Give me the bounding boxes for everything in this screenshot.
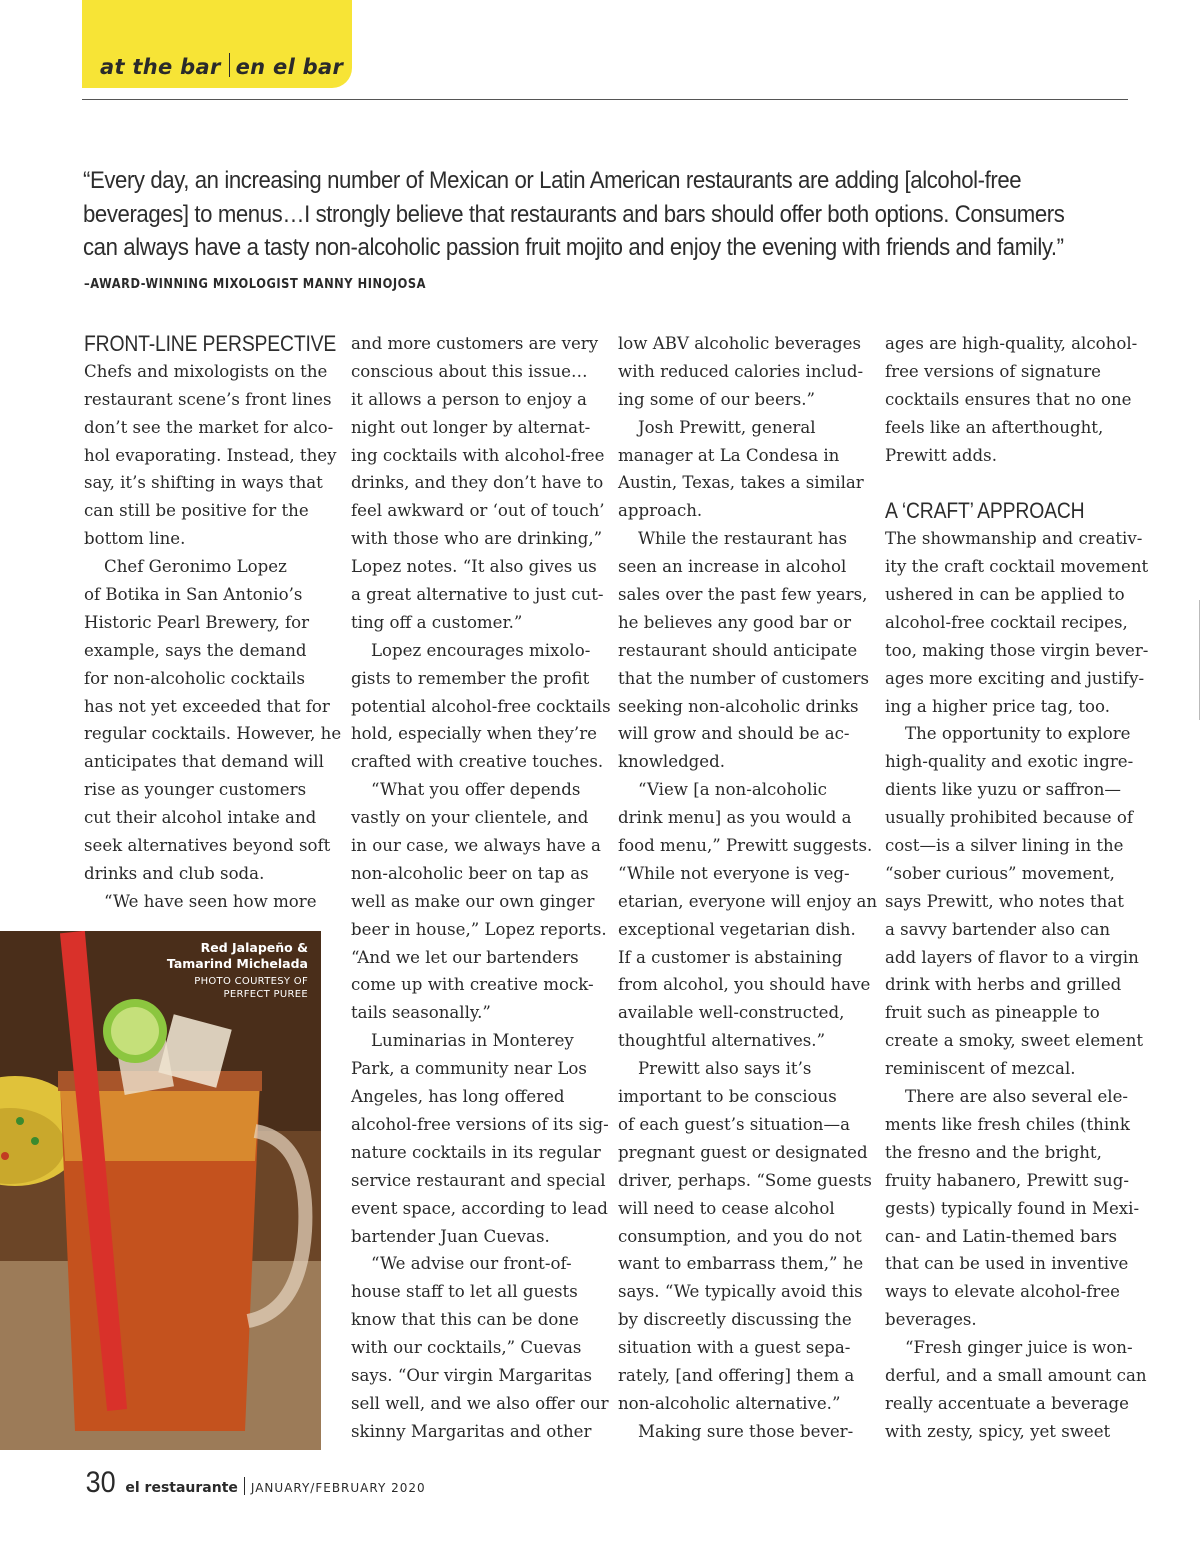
footer-divider — [244, 1477, 245, 1495]
page-footer — [84, 1466, 426, 1500]
text-line: ways to elevate alcohol-free — [885, 1282, 1120, 1302]
text-line: fruity habanero, Prewitt sug- — [885, 1170, 1129, 1190]
text-line: “sober curious” movement, — [885, 863, 1115, 883]
text-line: create a smoky, sweet element — [885, 1031, 1144, 1051]
column-body — [885, 330, 1138, 469]
text-line: come up with creative mock- — [351, 975, 594, 995]
text-line: manager at La Condesa in — [618, 445, 840, 465]
text-line: “We have seen how more — [104, 891, 317, 911]
text-line: available well-constructed, — [618, 1003, 845, 1023]
text-line: ing cocktails with alcohol-free — [351, 445, 605, 465]
section-name: at the bar — [100, 55, 221, 79]
pull-quote-line: beverages] to menus…I strongly believe that restaurants and bars should offer both options. Consumers — [83, 200, 1065, 228]
text-line: cost—is a silver lining in the — [885, 836, 1124, 856]
text-line: hol evaporating. Instead, they — [84, 445, 337, 465]
text-line: conscious about this issue… — [351, 361, 588, 381]
text-line: gists to remember the profit — [351, 668, 590, 688]
article-column-4 — [885, 330, 1149, 1446]
article-column-3 — [618, 330, 878, 1446]
text-line: ushered in can be applied to — [885, 585, 1125, 605]
text-line: If a customer is abstaining — [618, 947, 843, 967]
text-line: anticipates that demand will — [84, 752, 324, 772]
text-line: of Botika in San Antonio’s — [84, 585, 303, 605]
text-line: vastly on your clientele, and — [351, 808, 589, 828]
text-line: low ABV alcoholic beverages — [618, 334, 861, 353]
text-line: seek alternatives beyond soft — [84, 836, 331, 856]
text-line: The showmanship and creativ- — [885, 529, 1143, 549]
text-line: Making sure those bever- — [638, 1421, 854, 1441]
text-line: that can be used in inventive — [885, 1254, 1129, 1274]
text-line: usually prohibited because of — [885, 808, 1133, 828]
text-line: house staff to let all guests — [351, 1282, 578, 1302]
text-line: drink menu] as you would a — [618, 808, 852, 828]
text-line: rately, [and offering] them a — [618, 1365, 855, 1385]
text-line: dients like yuzu or saffron— — [885, 780, 1122, 800]
text-line: “Fresh ginger juice is won- — [905, 1338, 1133, 1358]
text-line: he believes any good bar or — [618, 612, 852, 632]
text-line: ing a higher price tag, too. — [885, 696, 1111, 716]
text-line: a great alternative to just cut- — [351, 585, 604, 605]
text-line: non-alcoholic beer on tap as — [351, 863, 589, 883]
section-label — [100, 53, 343, 79]
text-line: Historic Pearl Brewery, for — [84, 612, 310, 632]
quote-attribution: –AWARD-WINNING MIXOLOGIST MANNY HINOJOSA — [84, 277, 427, 292]
text-line: it allows a person to enjoy a — [351, 389, 587, 409]
text-line: add layers of flavor to a virgin — [885, 947, 1139, 967]
text-line: a savvy bartender also can — [885, 919, 1111, 939]
text-line: example, says the demand — [84, 640, 307, 660]
caption-title — [167, 940, 308, 972]
text-line: of each guest’s situation—a — [618, 1114, 850, 1134]
text-line: that the number of customers — [618, 668, 869, 688]
text-line: the fresno and the bright, — [885, 1142, 1102, 1162]
article-column-1 — [84, 330, 342, 916]
text-line: with reduced calories includ- — [618, 361, 864, 381]
text-line: “View [a non-alcoholic — [638, 780, 827, 800]
text-line: seeking non-alcoholic drinks — [618, 696, 859, 716]
text-line: will need to cease alcohol — [618, 1198, 835, 1218]
text-line: crafted with creative touches. — [351, 752, 604, 772]
text-line: ting off a customer.” — [351, 612, 523, 632]
text-line: Lopez encourages mixolo- — [371, 640, 591, 660]
text-line: “What you offer depends — [371, 780, 581, 800]
credit-line: PHOTO COURTESY OF — [194, 976, 308, 987]
text-line: situation with a guest sepa- — [618, 1338, 851, 1358]
text-line: derful, and a small amount can — [885, 1365, 1147, 1385]
pull-quote — [83, 164, 1097, 265]
text-line: alcohol-free cocktail recipes, — [885, 612, 1128, 632]
text-line: feels like an afterthought, — [885, 417, 1104, 437]
text-line: seen an increase in alcohol — [618, 557, 847, 577]
text-line: ages are high-quality, alcohol- — [885, 334, 1138, 353]
text-line: nature cocktails in its regular — [351, 1142, 601, 1162]
text-line: don’t see the market for alco- — [84, 417, 334, 437]
column-body — [84, 358, 342, 916]
text-line: sell well, and we also offer our — [351, 1393, 609, 1413]
section-heading: A ‘CRAFT’ APPROACH — [885, 498, 1085, 524]
text-line: and more customers are very — [351, 334, 599, 353]
text-line: know that this can be done — [351, 1310, 579, 1330]
text-line: beverages. — [885, 1310, 977, 1330]
text-line: ages more exciting and justify- — [885, 668, 1145, 688]
text-line: by discreetly discussing the — [618, 1310, 852, 1330]
text-line: restaurant scene’s front lines — [84, 389, 332, 409]
text-line: bartender Juan Cuevas. — [351, 1226, 550, 1246]
text-line: hold, especially when they’re — [351, 724, 597, 744]
text-line: important to be conscious — [618, 1087, 837, 1107]
text-line: Angeles, has long offered — [351, 1087, 565, 1107]
text-line: beer in house,” Lopez reports. — [351, 919, 607, 939]
column-body — [351, 330, 611, 1446]
header-rule — [82, 99, 1128, 100]
text-line: Chefs and mixologists on the — [84, 361, 328, 381]
page-number: 30 — [85, 1466, 116, 1499]
text-line: with those who are drinking,” — [351, 529, 603, 549]
issue-date: JANUARY/FEBRUARY 2020 — [250, 1481, 426, 1495]
text-line: ments like fresh chiles (think — [885, 1114, 1130, 1134]
text-line: with zesty, spicy, yet sweet — [885, 1421, 1111, 1441]
text-line: consumption, and you do not — [618, 1226, 862, 1246]
text-line: says. “Our virgin Margaritas — [351, 1365, 592, 1385]
text-line: gests) typically found in Mexi- — [885, 1198, 1140, 1218]
text-line: ing some of our beers.” — [618, 389, 815, 409]
text-line: has not yet exceeded that for — [84, 696, 330, 716]
text-line: will grow and should be ac- — [618, 724, 850, 744]
pull-quote-line: “Every day, an increasing number of Mexican or Latin American restaurants are adding [alcohol-free — [83, 167, 1022, 194]
magazine-name: el restaurante — [125, 1480, 238, 1496]
text-line: While the restaurant has — [638, 529, 847, 549]
text-line: “We advise our front-of- — [371, 1254, 572, 1274]
text-line: tails seasonally.” — [351, 1003, 491, 1023]
text-line: too, making those virgin bever- — [885, 640, 1149, 660]
column-body — [885, 525, 1149, 1445]
text-line: can still be positive for the — [84, 501, 309, 521]
text-line: with our cocktails,” Cuevas — [351, 1338, 582, 1358]
text-line: Prewitt adds. — [885, 445, 997, 465]
text-line: want to embarrass them,” he — [618, 1254, 864, 1274]
text-line: regular cocktails. However, he — [84, 724, 342, 744]
text-line: service restaurant and special — [351, 1170, 606, 1190]
text-line: Lopez notes. “It also gives us — [351, 557, 597, 577]
text-line: drink with herbs and grilled — [885, 975, 1122, 995]
column-body — [618, 330, 878, 1446]
text-line: “And we let our bartenders — [351, 947, 579, 967]
article-column-2 — [351, 330, 611, 1446]
text-line: feel awkward or ‘out of touch’ — [351, 501, 605, 521]
text-line: thoughtful alternatives.” — [618, 1031, 826, 1051]
text-line: driver, perhaps. “Some guests — [618, 1170, 872, 1190]
text-line: cut their alcohol intake and — [84, 808, 317, 828]
text-line: drinks and club soda. — [84, 863, 265, 883]
section-name-spanish: en el bar — [235, 55, 344, 79]
text-line: alcohol-free versions of its sig- — [351, 1114, 609, 1134]
pull-quote-line: can always have a tasty non-alcoholic passion fruit mojito and enjoy the evening with friends and family.” — [83, 234, 1064, 261]
text-line: free versions of signature — [885, 361, 1101, 381]
text-line: night out longer by alternat- — [351, 417, 591, 437]
text-line: can- and Latin-themed bars — [885, 1226, 1118, 1246]
text-line: reminiscent of mezcal. — [885, 1059, 1076, 1079]
text-line: Chef Geronimo Lopez — [104, 557, 287, 577]
text-line: sales over the past few years, — [618, 585, 868, 605]
text-line: says Prewitt, who notes that — [885, 891, 1124, 911]
heading-spacer — [885, 469, 1135, 497]
text-line: approach. — [618, 501, 703, 521]
text-line: potential alcohol-free cocktails — [351, 696, 611, 716]
text-line: Park, a community near Los — [351, 1059, 587, 1079]
photo-caption — [167, 940, 308, 1001]
text-line: non-alcoholic alternative.” — [618, 1393, 841, 1413]
text-line: Josh Prewitt, general — [638, 417, 816, 437]
text-line: knowledged. — [618, 752, 726, 772]
text-line: There are also several ele- — [905, 1087, 1128, 1107]
text-line: from alcohol, you should have — [618, 975, 871, 995]
text-line: says. “We typically avoid this — [618, 1282, 863, 1302]
caption-line: Red Jalapeño & — [200, 940, 308, 955]
text-line: exceptional vegetarian dish. — [618, 919, 856, 939]
text-line: well as make our own ginger — [351, 891, 595, 911]
text-line: high-quality and exotic ingre- — [885, 752, 1134, 772]
text-line: drinks, and they don’t have to — [351, 473, 604, 493]
text-line: in our case, we always have a — [351, 836, 601, 856]
text-line: really accentuate a beverage — [885, 1393, 1129, 1413]
text-line: bottom line. — [84, 529, 186, 549]
text-line: pregnant guest or designated — [618, 1142, 868, 1162]
text-line: Austin, Texas, takes a similar — [618, 473, 864, 493]
text-line: cocktails ensures that no one — [885, 389, 1132, 409]
text-line: restaurant should anticipate — [618, 640, 858, 660]
text-line: etarian, everyone will enjoy an — [618, 891, 878, 911]
text-line: event space, according to lead — [351, 1198, 608, 1218]
text-line: say, it’s shifting in ways that — [84, 473, 323, 493]
section-heading: FRONT-LINE PERSPECTIVE — [84, 331, 337, 356]
text-line: ity the craft cocktail movement — [885, 557, 1149, 577]
text-line: “While not everyone is veg- — [618, 863, 850, 883]
michelada-illustration — [0, 931, 321, 1450]
text-line: for non-alcoholic cocktails — [84, 668, 305, 688]
caption-line: Tamarind Michelada — [166, 956, 308, 971]
photo-credit — [167, 975, 308, 1001]
michelada-photo — [0, 931, 321, 1450]
text-line: fruit such as pineapple to — [885, 1003, 1100, 1023]
text-line: Prewitt also says it’s — [638, 1059, 812, 1079]
section-divider — [229, 53, 230, 77]
text-line: skinny Margaritas and other — [351, 1421, 592, 1441]
text-line: The opportunity to explore — [905, 724, 1131, 744]
text-line: Luminarias in Monterey — [371, 1031, 574, 1051]
credit-line: PERFECT PUREE — [223, 989, 308, 1000]
text-line: rise as younger customers — [84, 780, 307, 800]
text-line: food menu,” Prewitt suggests. — [618, 836, 873, 856]
